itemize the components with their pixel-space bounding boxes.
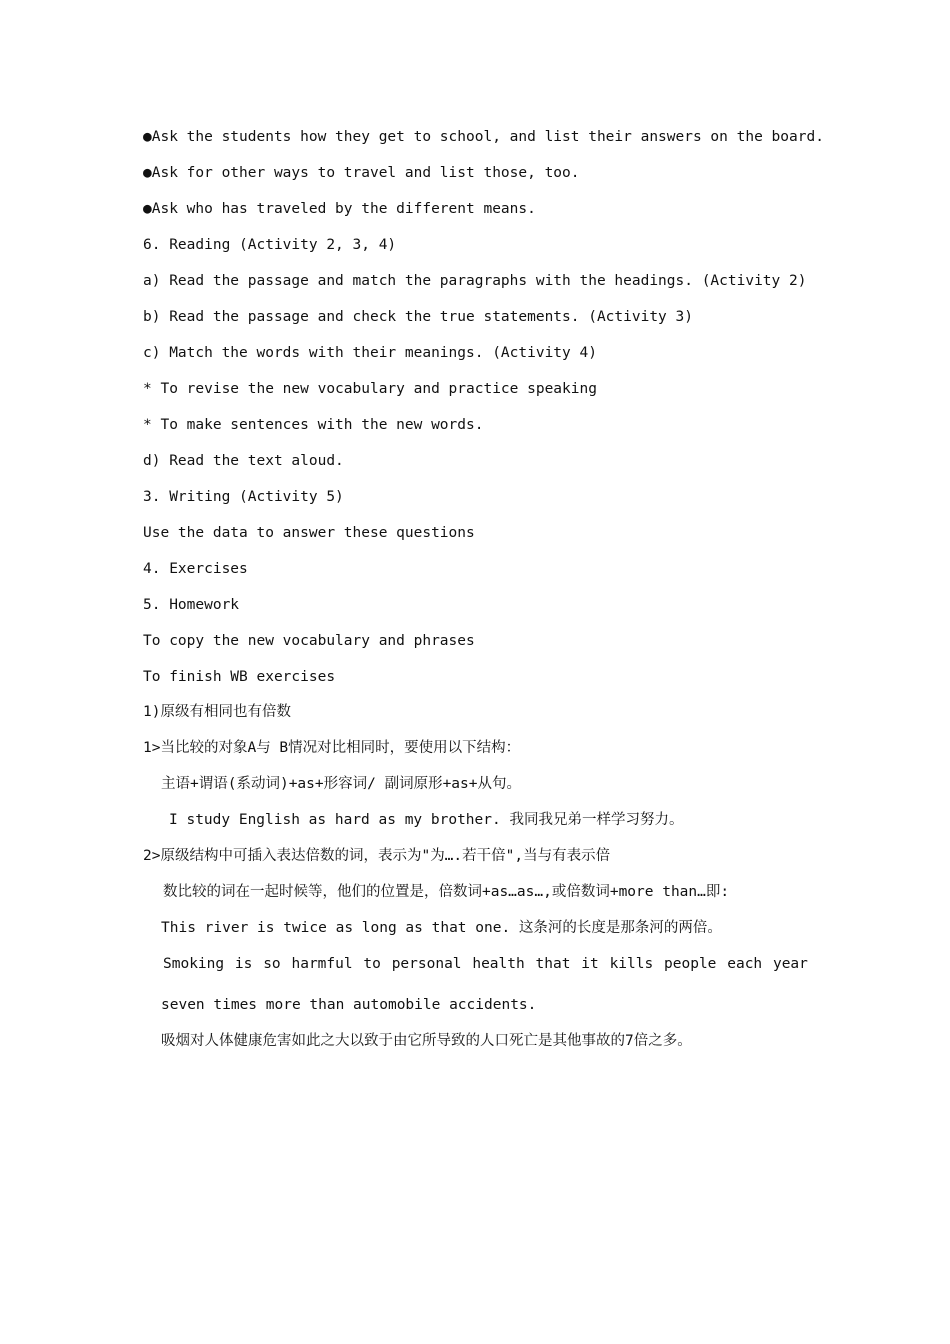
section-exercises-heading: 4. Exercises [143, 561, 248, 577]
reading-item-d: d) Read the text aloud. [143, 453, 344, 469]
justified-word: Smoking [163, 956, 225, 972]
section-reading-heading: 6. Reading (Activity 2, 3, 4) [143, 237, 397, 253]
justified-word: year [772, 956, 808, 972]
grammar-structure: 主语+谓语(系动词)+as+形容词/ 副词原形+as+从句。 [161, 776, 521, 792]
grammar-example-1: I study English as hard as my brother. 我同我兄弟一样学习努力。 [169, 812, 684, 828]
grammar-example-smoking-translation: 吸烟对人体健康危害如此之大以致于由它所导致的人口死亡是其他事故的7倍之多。 [161, 1033, 692, 1049]
reading-item-a: a) Read the passage and match the paragraphs with the headings. (Activity 2) [143, 273, 807, 289]
bullet-ask-students: ●Ask the students how they get to school, and list their answers on the board. [143, 129, 824, 145]
justified-word: is [234, 956, 253, 972]
make-sentences-note: * To make sentences with the new words. [143, 417, 484, 433]
justified-word: personal [391, 956, 462, 972]
grammar-example-smoking-continued: seven times more than automobile accidents. [161, 997, 537, 1013]
justified-word: people [664, 956, 717, 972]
bullet-ask-other-ways: ●Ask for other ways to travel and list those, too. [143, 165, 580, 181]
justified-word: it [581, 956, 599, 972]
justified-word: so [263, 956, 281, 972]
reading-item-c: c) Match the words with their meanings. (Activity 4) [143, 345, 597, 361]
section-writing-heading: 3. Writing (Activity 5) [143, 489, 344, 505]
grammar-rule-1: 1>当比较的对象A与 B情况对比相同时，要使用以下结构： [143, 740, 521, 756]
writing-instruction: Use the data to answer these questions [143, 525, 475, 541]
bullet-ask-who-traveled: ●Ask who has traveled by the different means. [143, 201, 536, 217]
justified-word: that [535, 956, 571, 972]
justified-word: health [472, 956, 525, 972]
justified-word: harmful [291, 956, 353, 972]
revise-vocabulary-note: * To revise the new vocabulary and practice speaking [143, 381, 597, 397]
grammar-example-smoking [163, 954, 808, 974]
homework-finish-wb: To finish WB exercises [143, 669, 336, 685]
grammar-example-river: This river is twice as long as that one. 这条河的长度是那条河的两倍。 [161, 920, 722, 936]
justified-word: each [727, 956, 763, 972]
justified-word: to [363, 956, 381, 972]
section-homework-heading: 5. Homework [143, 597, 240, 613]
grammar-rule-2: 2>原级结构中可插入表达倍数的词，表示为"为….若干倍",当与有表示倍 [143, 848, 611, 864]
reading-item-b: b) Read the passage and check the true statements. (Activity 3) [143, 309, 693, 325]
grammar-rule-2-continued: 数比较的词在一起时候等，他们的位置是，倍数词+as…as…,或倍数词+more than…即: [163, 884, 730, 900]
justified-word: kills [609, 956, 654, 972]
grammar-heading: 1)原级有相同也有倍数 [143, 704, 291, 720]
homework-copy-vocabulary: To copy the new vocabulary and phrases [143, 633, 475, 649]
